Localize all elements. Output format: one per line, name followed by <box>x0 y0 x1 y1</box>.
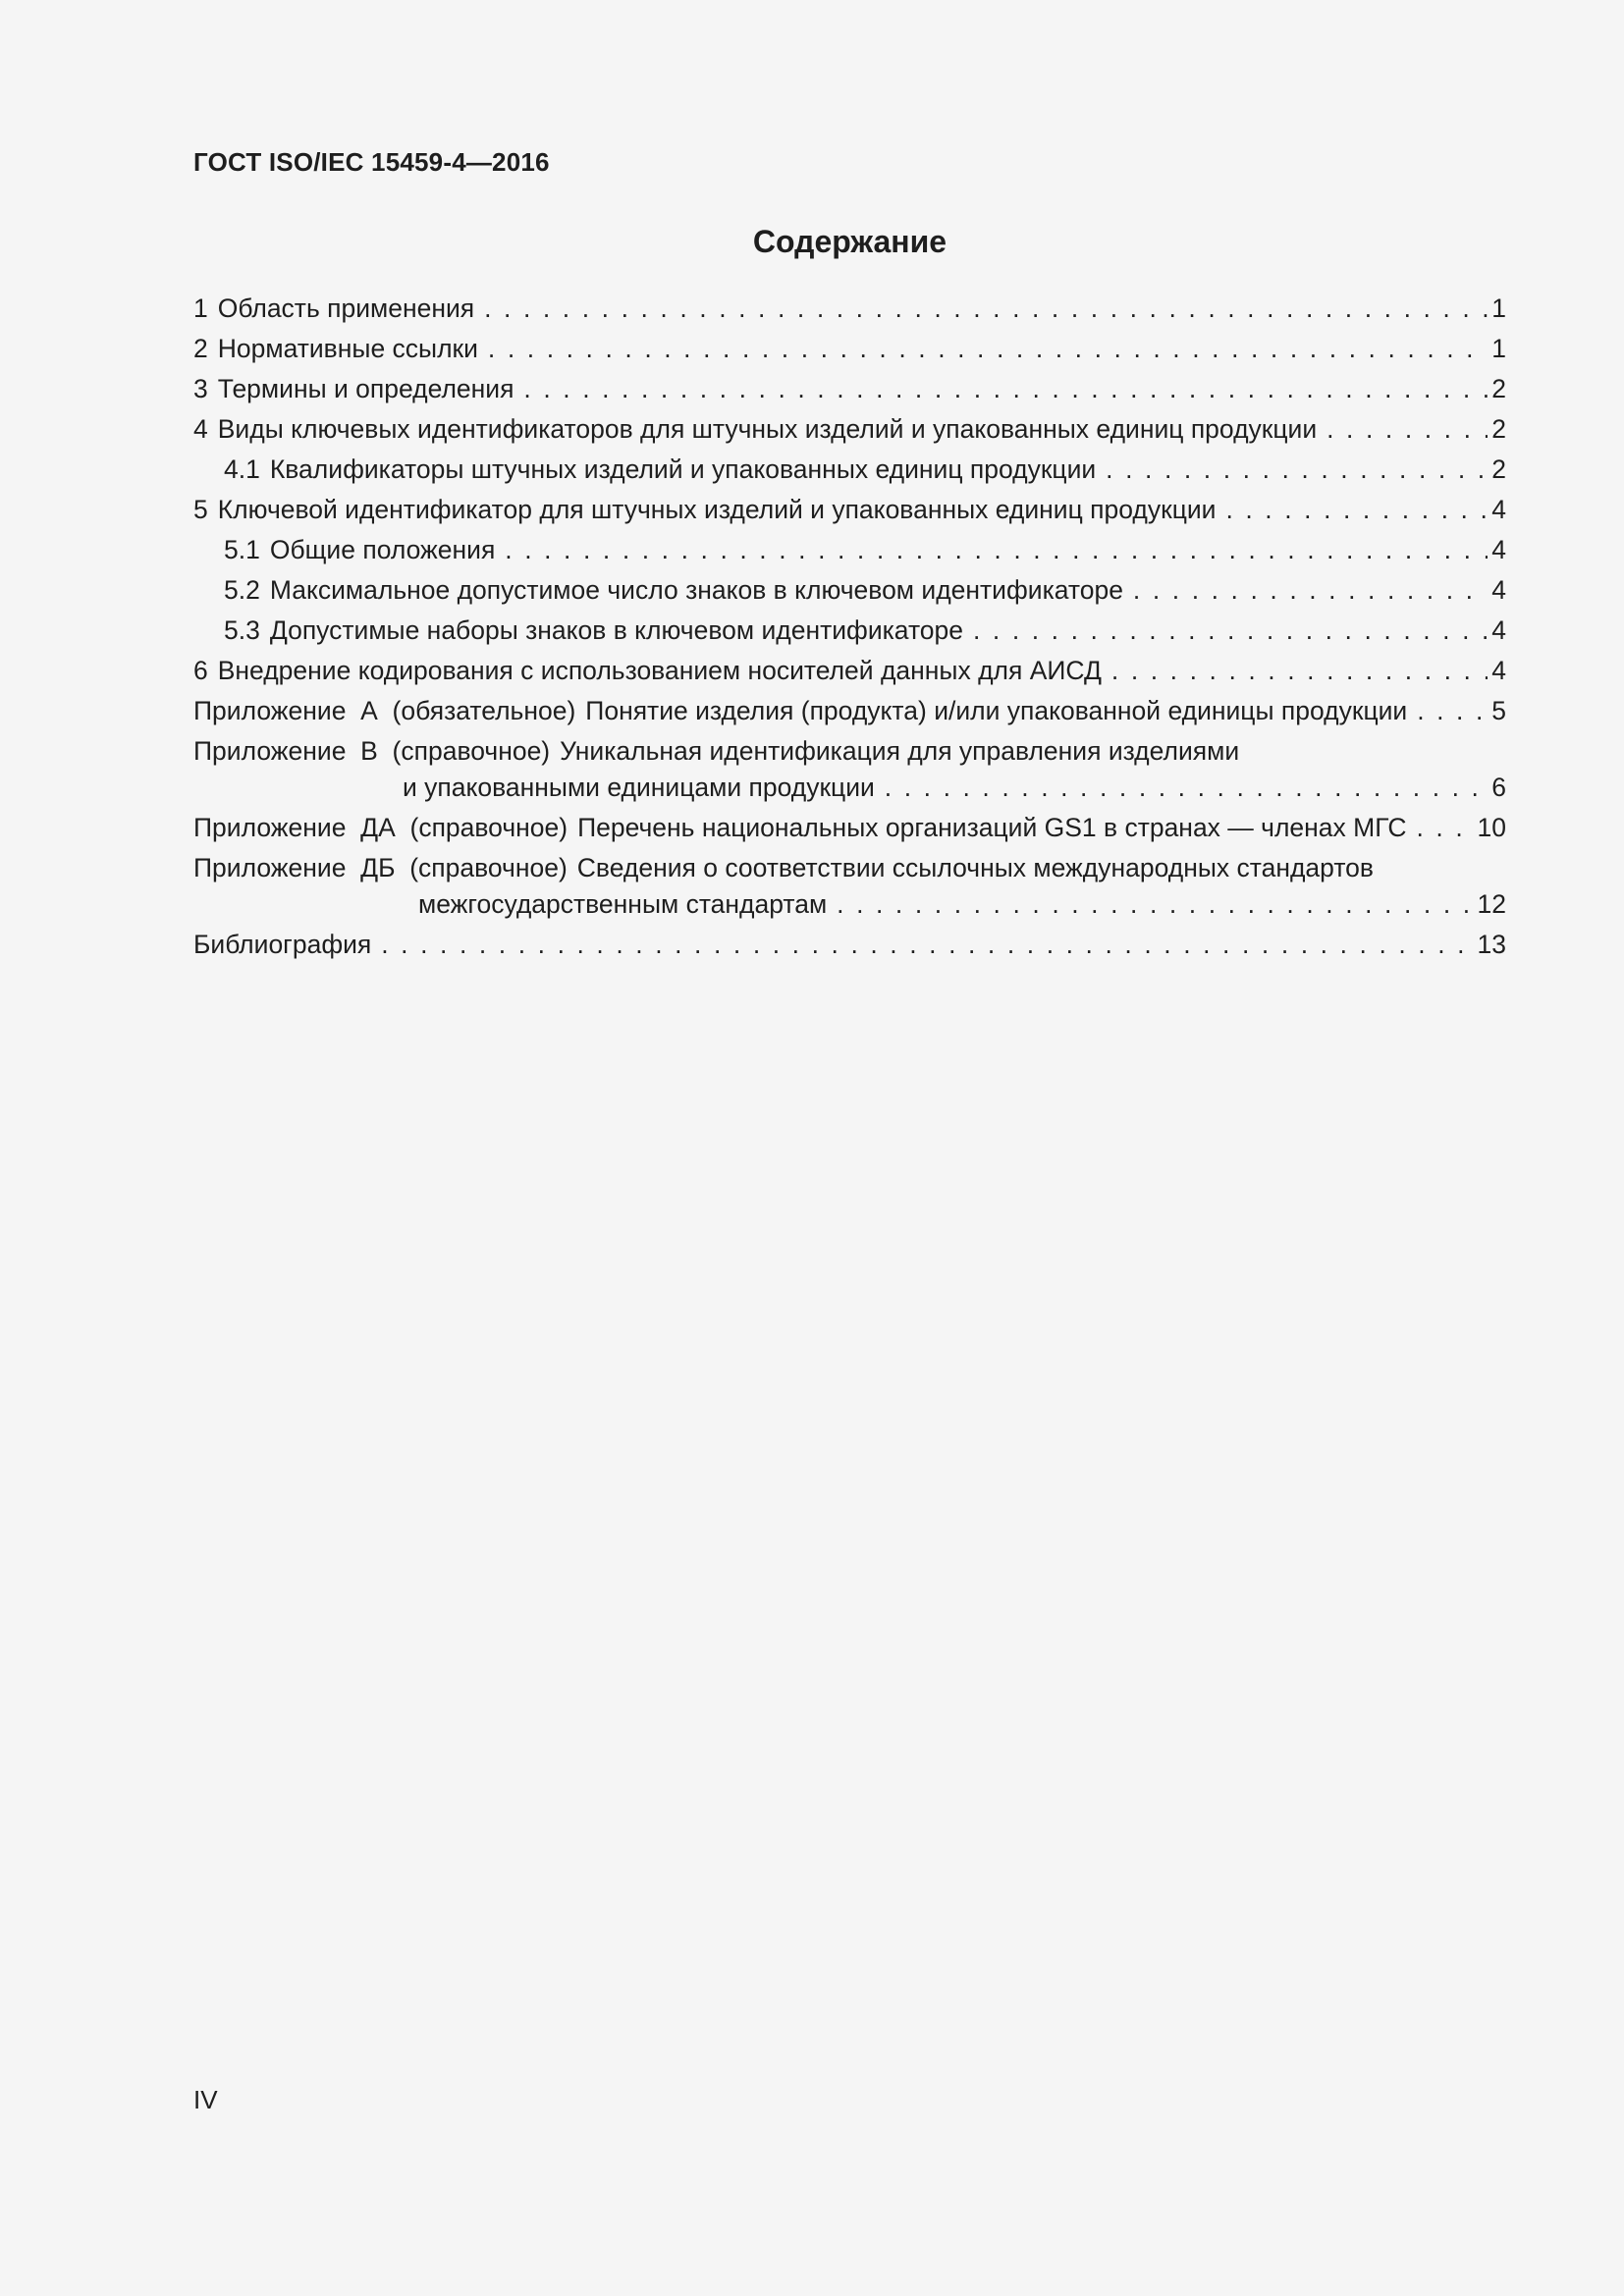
toc-entry-number: 5.1 <box>224 535 260 564</box>
table-of-contents <box>193 293 1506 969</box>
appendix-label: Приложение А (обязательное) <box>193 696 576 725</box>
page-number: IV <box>193 2085 218 2114</box>
toc-subentry[interactable] <box>193 574 1506 607</box>
toc-entry-title: Уникальная идентификация для управления изделиями <box>560 736 1240 766</box>
toc-entry-title: Ключевой идентификатор для штучных изделий и упакованных единиц продукции <box>217 495 1217 524</box>
toc-entry-title: Общие положения <box>269 535 496 564</box>
toc-entry-title: Максимальное допустимое число знаков в ключевом идентификаторе <box>269 575 1123 605</box>
toc-page-number: 13 <box>1474 929 1506 961</box>
toc-page-number: 2 <box>1488 454 1506 486</box>
toc-entry-number: 6 <box>193 656 208 685</box>
toc-appendix-db[interactable] <box>193 852 1506 921</box>
toc-entry[interactable] <box>193 373 1506 405</box>
toc-entry-title-continued: и упакованными единицами продукции <box>403 773 875 802</box>
toc-entry-title: Внедрение кодирования с использованием носителей данных для АИСД <box>217 656 1102 685</box>
toc-page-number: 6 <box>1488 772 1506 804</box>
document-header: ГОСТ ISO/IEC 15459-4—2016 <box>193 147 550 177</box>
toc-page-number: 4 <box>1488 574 1506 607</box>
appendix-label: Приложение ДБ (справочное) <box>193 853 568 882</box>
toc-entry-title: Сведения о соответствии ссылочных международных стандартов <box>576 853 1374 882</box>
toc-subentry[interactable] <box>193 454 1506 486</box>
appendix-label: Приложение В (справочное) <box>193 736 551 766</box>
toc-entry[interactable] <box>193 655 1506 687</box>
page-title: Содержание <box>752 224 947 259</box>
toc-entry-number: 5 <box>193 495 208 524</box>
toc-entry-title: Термины и определения <box>217 374 514 403</box>
toc-entry-number: 1 <box>193 294 208 323</box>
toc-page-number: 1 <box>1488 293 1506 325</box>
toc-entry-title: Нормативные ссылки <box>217 334 478 363</box>
appendix-label: Приложение ДА (справочное) <box>193 813 568 842</box>
toc-page-number: 10 <box>1474 812 1506 844</box>
toc-entry-title-continued: межгосударственным стандартам <box>418 889 828 919</box>
toc-entry-title: Виды ключевых идентификаторов для штучных изделий и упакованных единиц продукции <box>217 414 1318 444</box>
toc-page-number: 2 <box>1488 413 1506 446</box>
toc-page-number: 4 <box>1488 655 1506 687</box>
toc-page-number: 4 <box>1488 614 1506 647</box>
toc-entry-title: Допустимые наборы знаков в ключевом идентификаторе <box>269 615 964 645</box>
toc-entry-number: 4 <box>193 414 208 444</box>
toc-entry-number: 2 <box>193 334 208 363</box>
toc-entry-number: 5.3 <box>224 615 260 645</box>
toc-subentry[interactable] <box>193 614 1506 647</box>
toc-page-number: 4 <box>1488 494 1506 526</box>
toc-page-number: 12 <box>1474 888 1506 921</box>
toc-entry[interactable] <box>193 293 1506 325</box>
toc-page-number: 1 <box>1488 333 1506 365</box>
toc-entry-title: Перечень национальных организаций GS1 в странах — членах МГС <box>577 813 1407 842</box>
toc-entry[interactable] <box>193 494 1506 526</box>
toc-entry-number: 5.2 <box>224 575 260 605</box>
toc-entry-number: 4.1 <box>224 454 260 484</box>
toc-entry-number: 3 <box>193 374 208 403</box>
toc-entry-title: Библиография <box>193 930 372 959</box>
toc-appendix-da[interactable] <box>193 812 1506 844</box>
toc-appendix-b[interactable] <box>193 735 1506 804</box>
toc-appendix-a[interactable] <box>193 695 1506 727</box>
toc-bibliography[interactable] <box>193 929 1506 961</box>
toc-entry-title: Квалификаторы штучных изделий и упакованных единиц продукции <box>269 454 1097 484</box>
toc-entry[interactable] <box>193 413 1506 446</box>
toc-entry[interactable] <box>193 333 1506 365</box>
toc-entry-title: Область применения <box>217 294 475 323</box>
toc-subentry[interactable] <box>193 534 1506 566</box>
toc-entry-title: Понятие изделия (продукта) и/или упакованной единицы продукции <box>585 696 1408 725</box>
toc-page-number: 4 <box>1488 534 1506 566</box>
toc-page-number: 5 <box>1488 695 1506 727</box>
toc-page-number: 2 <box>1488 373 1506 405</box>
